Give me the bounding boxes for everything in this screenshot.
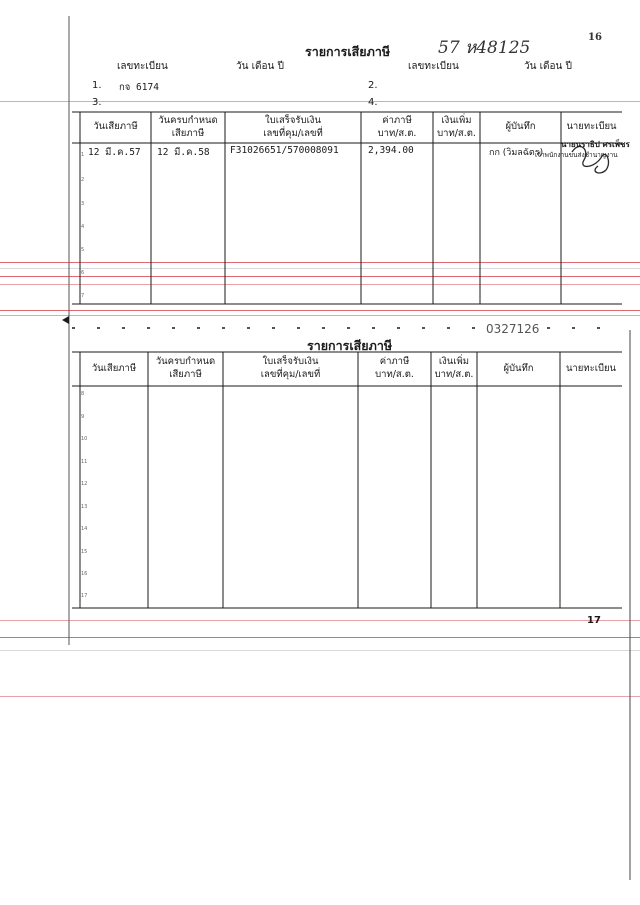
s2-row-number: 10 <box>81 436 88 442</box>
s2-row-number: 12 <box>81 481 88 487</box>
s2-col-recorder: ผู้บันทึก <box>503 363 534 374</box>
registration-plate-1: กจ 6174 <box>119 82 159 93</box>
s1-row-number: 6 <box>81 270 85 276</box>
page-number-bottom: 17 <box>587 615 601 626</box>
s2-col-paid-date: วันเสียภาษี <box>91 363 137 374</box>
row1-tax-amount: 2,394.00 <box>368 145 414 156</box>
section2-title: รายการเสียภาษี <box>307 338 393 353</box>
s2-row-number: 8 <box>81 391 85 397</box>
section1-title: รายการเสียภาษี <box>305 44 391 59</box>
s1-col-registrar: นายทะเบียน <box>566 121 617 132</box>
s2-col-receipt: ใบเสร็จรับเงิน เลขที่คุม/เลขที่ <box>260 356 321 380</box>
handwritten-reference: 57 ห48125 <box>438 38 531 58</box>
s1-row-number: 5 <box>81 247 85 253</box>
row1-receipt-number: F31026651/570008091 <box>230 145 339 156</box>
plate-label-left: เลขทะเบียน <box>117 61 168 72</box>
s1-col-tax: ค่าภาษี บาท/ส.ต. <box>377 115 417 139</box>
row1-recorder: กก (วิมลฉัตร) <box>489 148 544 158</box>
s2-row-number: 14 <box>81 526 88 532</box>
row1-due-date: 12 มี.ค.58 <box>157 147 210 158</box>
s2-row-number: 13 <box>81 504 88 510</box>
s1-col-receipt: ใบเสร็จรับเงิน เลขที่คุม/เลขที่ <box>263 115 323 139</box>
s1-row-number: 2 <box>81 177 85 183</box>
row1-registrar-title: เจ้าพนักงานขนส่งชำนาญงาน <box>535 151 618 159</box>
s2-row-number: 11 <box>81 459 88 465</box>
registration-no-4: 4. <box>368 97 378 108</box>
registration-no-1: 1. <box>92 80 102 91</box>
registration-no-3: 3. <box>92 97 102 108</box>
s1-row-number: 7 <box>81 293 85 299</box>
s1-col-recorder: ผู้บันทึก <box>505 121 536 132</box>
s1-col-due-date: วันครบกำหนด เสียภาษี <box>158 115 218 139</box>
s1-row-number: 1 <box>81 152 85 158</box>
s2-col-registrar: นายทะเบียน <box>565 363 617 374</box>
s2-col-tax: ค่าภาษี บาท/ส.ต. <box>375 356 414 380</box>
date-label-right: วัน เดือน ปี <box>524 61 572 72</box>
s1-col-paid-date: วันเสียภาษี <box>93 121 138 132</box>
registration-no-2: 2. <box>368 80 378 91</box>
plate-label-right: เลขทะเบียน <box>408 61 459 72</box>
s1-row-number: 4 <box>81 224 85 230</box>
page-number-top: 16 <box>588 32 602 43</box>
s2-row-number: 15 <box>81 549 88 555</box>
row1-paid-date: 12 มี.ค.57 <box>88 147 141 158</box>
row1-registrar-name: นายนราธิป ศรเพ็ชร <box>561 140 630 149</box>
s2-row-number: 17 <box>81 593 88 599</box>
s1-row-number: 3 <box>81 201 85 207</box>
s1-col-surcharge: เงินเพิ่ม บาท/ส.ต. <box>437 115 476 139</box>
s2-col-surcharge: เงินเพิ่ม บาท/ส.ต. <box>434 356 474 380</box>
torn-stamp-fragment: 0327126 <box>486 322 540 336</box>
s2-row-number: 16 <box>81 571 88 577</box>
s2-col-due-date: วันครบกำหนด เสียภาษี <box>155 356 216 380</box>
date-label-left: วัน เดือน ปี <box>236 61 284 72</box>
s2-row-number: 9 <box>81 414 85 420</box>
